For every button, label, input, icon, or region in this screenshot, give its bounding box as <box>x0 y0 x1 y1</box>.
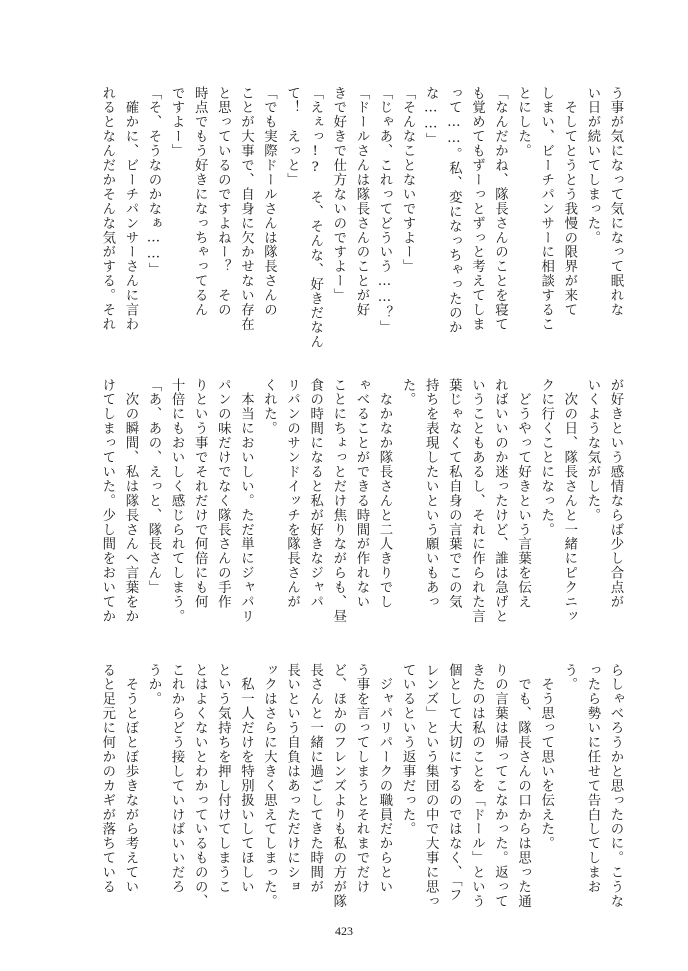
text-line: う。 <box>561 663 577 692</box>
text-line: とはよくないとわかっているものの、 <box>192 663 208 909</box>
text-line: 「なんだかね、隊長さんのことを寝て <box>492 86 508 332</box>
text-line: て！ えっと」 <box>284 86 300 188</box>
middle-text-block <box>0 378 688 624</box>
text-line: けてしまっていた。少し間をおいてか <box>99 378 115 624</box>
text-line: どうやって好きという言葉を伝え <box>515 378 531 610</box>
text-line: いくような気がした。 <box>584 378 600 523</box>
text-line: 時点でもう好きになっちゃってるん <box>192 86 208 318</box>
text-line: 「そ、そうなのかなぁ……」 <box>146 86 161 278</box>
text-line: でも、隊長さんの口からは思った通 <box>515 663 531 909</box>
text-line: 葉じゃなくて私自身の言葉でこの気 <box>446 378 462 610</box>
text-line: ですよー」 <box>169 86 185 159</box>
text-line: なかなか隊長さんと二人きりでし <box>377 378 392 610</box>
text-line: が好きという感情ならば少し合点が <box>608 378 623 610</box>
text-line: ことにちょっとだけ焦りながらも、昼 <box>330 378 346 624</box>
text-line: ゃべることができる時間が作れない <box>353 378 369 610</box>
text-line: って……。私、変になっちゃったのか <box>446 86 462 335</box>
text-line: 「あ、あの、えっと、隊長さん」 <box>146 378 161 595</box>
text-line: 次の瞬間、私は隊長さんへ言葉をか <box>122 378 138 624</box>
text-line: 持ちを表現したいという願いもあっ <box>423 378 439 610</box>
text-line: そしてとうとう我慢の限界が来て <box>561 86 577 318</box>
text-line: という気持ちを押し付けてしまうこ <box>215 663 231 895</box>
text-line: 確かに、ビーチパンサーさんに言わ <box>122 86 138 332</box>
text-line: リパンのサンドイッチを隊長さんが <box>284 378 300 610</box>
text-line: と思っているのですよねー？ その <box>215 86 231 318</box>
text-line: れるとなんだかそんな気がする。それ <box>99 86 115 332</box>
text-line: ジャパリパークの職員だからとい <box>377 663 392 895</box>
text-line: きで好きで仕方ないのですよー」 <box>330 86 346 303</box>
text-line: らしゃべろうかと思ったのに。こうな <box>608 663 623 909</box>
text-line: ったら勢いに任せて告白してしまお <box>584 663 600 895</box>
text-line: これからどう接していけばいいだろ <box>169 663 185 895</box>
lower-text-block <box>0 663 688 909</box>
text-line: クに行くことになった。 <box>538 378 554 537</box>
text-line: う事が気になって気になって眠れな <box>608 86 623 318</box>
text-line: そうとぼとぼ歩きながら考えてい <box>122 663 138 895</box>
text-line: きたのは私のことを「ドール」という <box>469 663 485 909</box>
text-line: 長いという自負はあっただけにショ <box>284 663 300 895</box>
text-line: 本当においしい。ただ単にジャパリ <box>238 378 254 624</box>
text-line: ると足元に何かのカギが落ちている <box>99 663 115 895</box>
page-number: 423 <box>335 924 353 938</box>
text-line: ればいいのか迷ったけど、誰は急げと <box>492 378 508 624</box>
text-line: ことが大事で、自身に欠かせない存在 <box>238 86 254 332</box>
text-line: 次の日、隊長さんと一緒にピクニッ <box>561 378 577 624</box>
text-line: りの言葉は帰ってこなかった。返って <box>492 663 508 909</box>
upper-text-block <box>0 86 688 350</box>
text-line: とにした。 <box>515 86 531 159</box>
text-line: 「じゃあ、これってどういう……？」 <box>377 86 392 335</box>
text-line: くれた。 <box>261 378 277 436</box>
text-line: 「えぇっ!? そ、そんな、好きだなん <box>307 86 323 350</box>
text-line: な……」 <box>423 86 439 147</box>
text-line: 十倍にもおいしく感じられてしまう。 <box>169 378 185 624</box>
text-line: そう思って思いを伝えた。 <box>538 663 554 851</box>
text-line: ているという返事だった。 <box>400 663 416 837</box>
text-line: た。 <box>400 378 416 407</box>
text-line: ックはさらに大きく思えてしまった。 <box>261 663 277 909</box>
text-line: 個として大切にするのではなく、「フ <box>446 663 462 902</box>
text-line: 私一人だけを特別扱いしてほしい <box>238 663 254 895</box>
text-line: 「でも実際ドールさんは隊長さんの <box>261 86 277 318</box>
text-line: りという事でそれだけで何倍にも何 <box>192 378 208 610</box>
text-line: も覚めてもずーっとずっと考えてしま <box>469 86 485 332</box>
text-line: いうこともあるし、それに作られた言 <box>469 378 485 624</box>
text-line: 長さんと一緒に過ごしてきた時間が <box>307 663 323 895</box>
text-line: 食の時間になると私が好きなジャパ <box>307 378 323 610</box>
text-line: い日が続いてしまった。 <box>584 86 600 245</box>
text-line: 「ドールさんは隊長さんのことが好 <box>353 86 369 318</box>
text-line: レンズ」という集団の中で大事に思っ <box>423 663 439 909</box>
text-line: 「そんなことないですよー」 <box>400 86 416 274</box>
text-line: うか。 <box>146 663 161 707</box>
text-line: パンの味だけでなく隊長さんの手作 <box>215 378 231 610</box>
text-line: しまい、ビーチパンサーに相談するこ <box>538 86 554 332</box>
text-line: う事を言ってしまうとそれまでだけ <box>353 663 369 895</box>
text-line: ど、ほかのフレンズよりも私の方が隊 <box>330 663 346 909</box>
